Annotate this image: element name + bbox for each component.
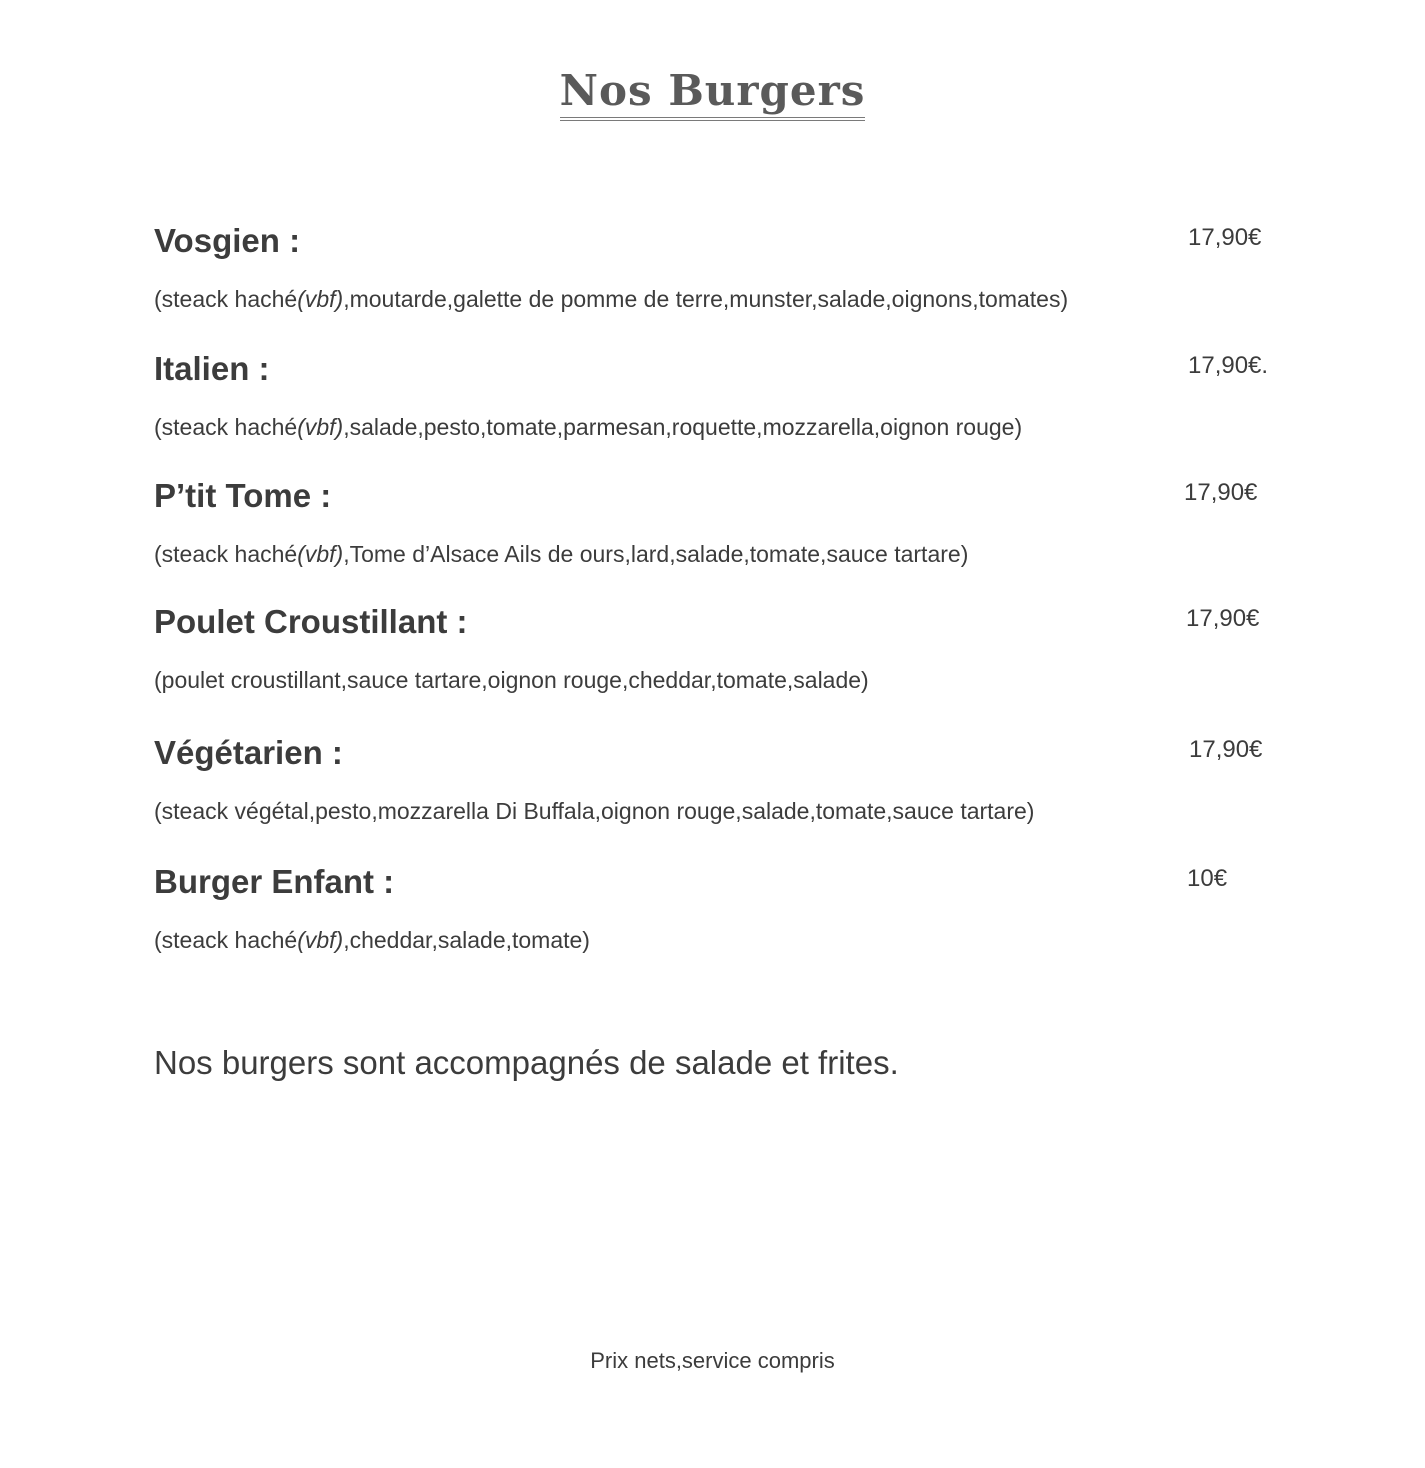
item-description: (steack haché(vbf),Tome d’Alsace Ails de ours,lard,salade,tomate,sauce tartare) (154, 541, 969, 567)
item-description: (steack végétal,pesto,mozzarella Di Buffala,oignon rouge,salade,tomate,sauce tartare) (154, 798, 1035, 824)
item-name: Végétarien : (154, 734, 343, 771)
item-price: 17,90€. (1188, 352, 1269, 379)
menu-item-vosgien (0, 222, 1425, 342)
item-price: 17,90€ (1184, 479, 1258, 506)
page-title (0, 66, 1425, 121)
item-price: 17,90€ (1186, 605, 1260, 632)
item-description: (steack haché(vbf),cheddar,salade,tomate) (154, 927, 590, 953)
menu-item-burger-enfant (0, 863, 1425, 983)
item-name: Italien : (154, 350, 270, 387)
item-name: Poulet Croustillant : (154, 603, 468, 640)
item-name: P’tit Tome : (154, 477, 332, 514)
item-name: Vosgien : (154, 222, 301, 259)
item-description: (steack haché(vbf),moutarde,galette de pomme de terre,munster,salade,oignons,tomates) (154, 286, 1069, 312)
footer-note: Prix nets,service compris (590, 1348, 835, 1373)
page-title-text: Nos Burgers (560, 66, 866, 121)
menu-item-ptit-tome (0, 477, 1425, 597)
item-price: 10€ (1187, 865, 1228, 892)
menu-item-vegetarien (0, 734, 1425, 854)
item-name: Burger Enfant : (154, 863, 395, 900)
item-price: 17,90€ (1188, 224, 1262, 251)
item-description: (steack haché(vbf),salade,pesto,tomate,parmesan,roquette,mozzarella,oignon rouge) (154, 414, 1023, 440)
menu-item-italien (0, 350, 1425, 470)
menu-item-poulet-croustillant (0, 603, 1425, 723)
accompaniment-note: Nos burgers sont accompagnés de salade et frites. (154, 1044, 899, 1081)
item-description: (poulet croustillant,sauce tartare,oignon rouge,cheddar,tomate,salade) (154, 667, 869, 693)
item-price: 17,90€ (1189, 736, 1263, 763)
